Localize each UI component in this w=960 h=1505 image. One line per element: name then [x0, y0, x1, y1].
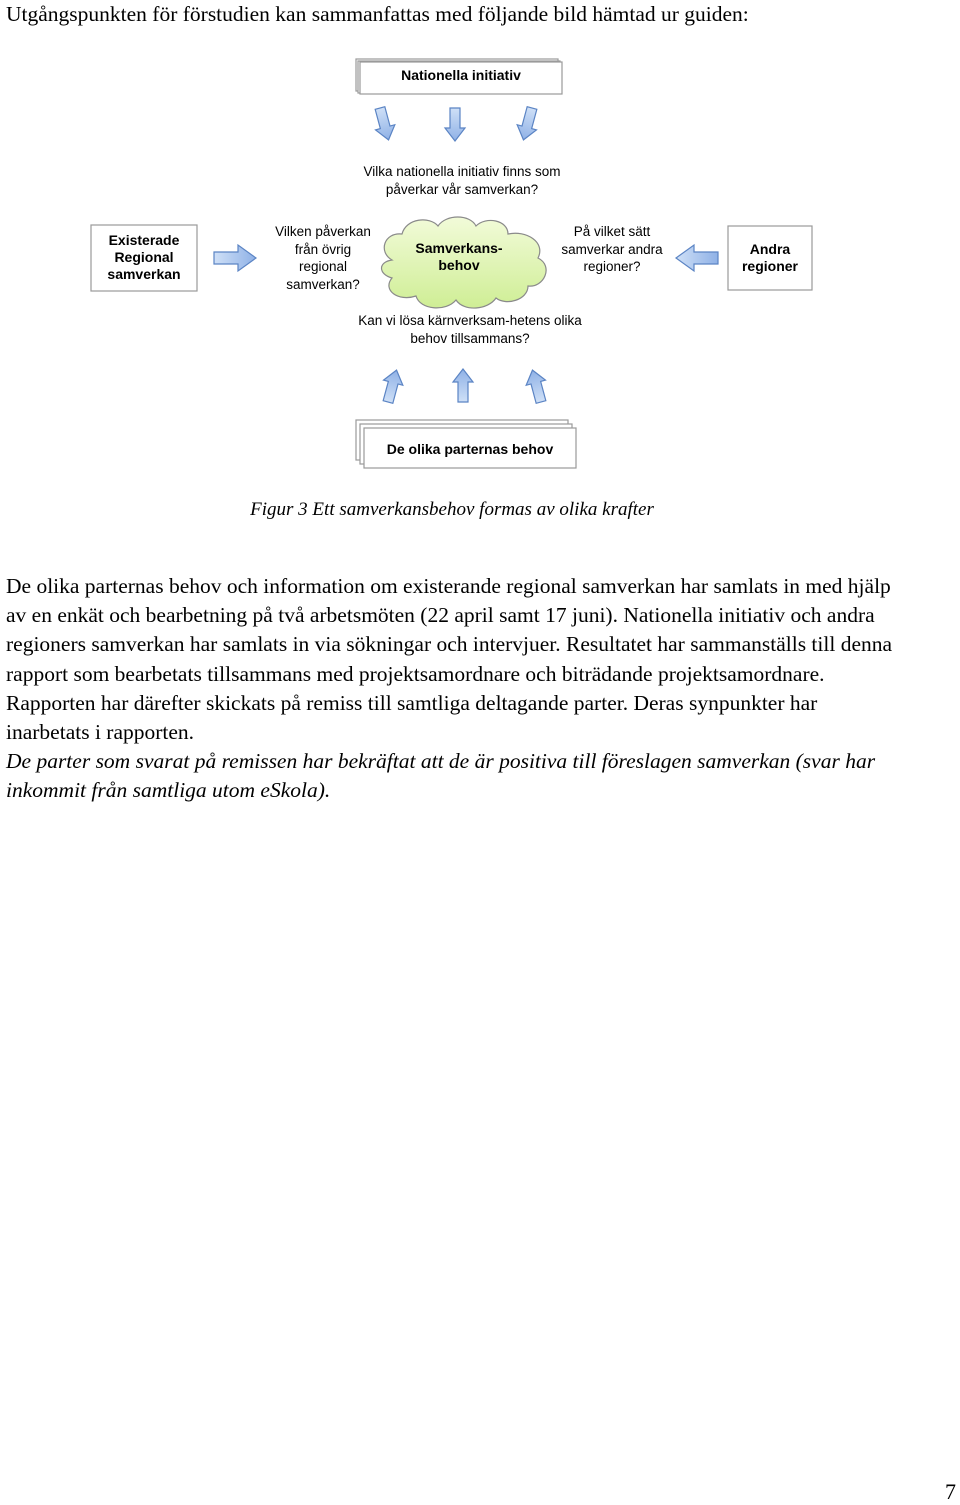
- up-arrow-center: [453, 369, 473, 402]
- right-arrow: [214, 245, 256, 271]
- left-arrow: [676, 245, 718, 271]
- body-text: [6, 572, 906, 806]
- right-box-label: Andra regioner: [741, 241, 798, 274]
- up-arrow-right: [523, 368, 551, 405]
- center-cloud-label: Samverkans-behov: [415, 240, 503, 273]
- left-box-label: Existerade Regional samverkan: [107, 232, 181, 282]
- body-paragraph: De olika parternas behov och information om existerande regional samverkan har samlats in med hjälp av en enkät och bearbetning på två arbetsmöten (22 april samt 17 juni). Nationella initiativ och andra regioners samverkan har samlats in via sökningar och intervjuer. Resultatet har sammanställs till denna rapport som bearbetats tillsammans med projektsamordnare och biträdande projektsamordnare. Rapporten har därefter skickats på remiss till samtliga deltagande parter. Deras synpunkter har inarbetats i rapporten.: [6, 574, 893, 745]
- down-arrow-center: [445, 108, 465, 141]
- body-italic-paragraph: De parter som svarat på remissen har bekräftat att de är positiva till föreslagen samverkan (svar har inkommit från samtliga utom eSkola).: [6, 749, 876, 803]
- page-number: 7: [945, 1479, 956, 1504]
- down-arrow-right: [514, 105, 542, 142]
- top-box-label: Nationella initiativ: [401, 67, 521, 83]
- down-arrow-left: [370, 105, 398, 142]
- bottom-question: Kan vi lösa kärnverksam-hetens olika behov tillsammans?: [358, 313, 582, 346]
- up-arrow-left: [378, 368, 406, 405]
- figure-diagram: [0, 40, 960, 480]
- bottom-box-label: De olika parternas behov: [386, 441, 554, 457]
- top-question: Vilka nationella initiativ finns som påverkar vår samverkan?: [363, 164, 561, 197]
- figure-caption: Figur 3 Ett samverkansbehov formas av olika krafter: [250, 499, 654, 520]
- right-question: På vilket sätt samverkar andra regioner?: [561, 224, 663, 274]
- left-question: Vilken påverkan från övrig regional samverkan?: [275, 224, 371, 292]
- intro-text: Utgångspunkten för förstudien kan sammanfattas med följande bild hämtad ur guiden:: [6, 2, 749, 26]
